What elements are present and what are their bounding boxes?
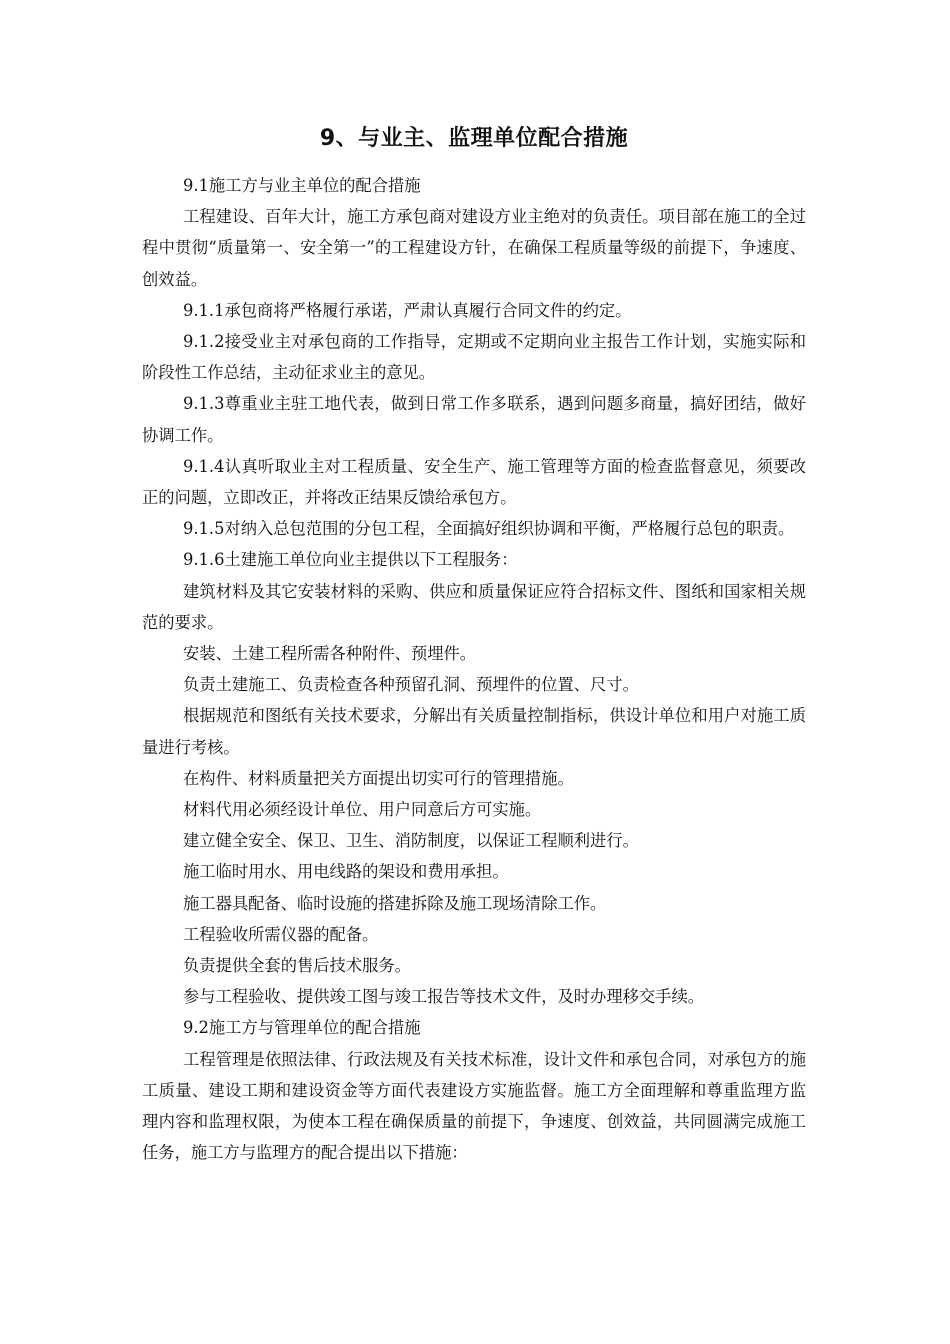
clause-9-1-2: 9.1.2接受业主对承包商的工作指导，定期或不定期向业主报告工作计划，实施实际和阶段性工作总结，主动征求业主的意见。 (142, 332, 806, 383)
service-item: 参与工程验收、提供竣工图与竣工报告等技术文件，及时办理移交手续。 (183, 987, 705, 1007)
clause-9-1-6: 9.1.6土建施工单位向业主提供以下工程服务： (183, 550, 518, 570)
clause-9-1-3: 9.1.3尊重业主驻工地代表，做到日常工作多联系，遇到问题多商量，搞好团结，做好协调工作。 (142, 394, 806, 445)
clause-9-1-1: 9.1.1承包商将严格履行承诺，严肃认真履行合同文件的约定。 (183, 300, 632, 320)
service-item: 负责提供全套的售后技术服务。 (183, 956, 411, 976)
document-page (142, 122, 806, 1169)
service-item: 施工临时用水、用电线路的架设和费用承担。 (183, 862, 509, 882)
service-item: 建筑材料及其它安装材料的采购、供应和质量保证应符合招标文件、图纸和国家相关规范的要求。 (142, 581, 806, 632)
intro-paragraph: 工程建设、百年大计，施工方承包商对建设方业主绝对的负责任。项目部在施工的全过程中贯彻“质量第一、安全第一”的工程建设方针，在确保工程质量等级的前提下，争速度、创效益。 (142, 207, 806, 289)
clause-9-1-5: 9.1.5对纳入总包范围的分包工程，全面搞好组织协调和平衡，严格履行总包的职责。 (183, 519, 795, 539)
service-item: 负责土建施工、负责检查各种预留孔洞、预埋件的位置、尺寸。 (183, 675, 639, 695)
service-item: 工程验收所需仪器的配备。 (183, 924, 379, 944)
section-heading-9-2: 9.2施工方与管理单位的配合措施 (183, 1018, 421, 1038)
service-item: 材料代用必须经设计单位、用户同意后方可实施。 (183, 800, 542, 820)
service-item: 根据规范和图纸有关技术要求，分解出有关质量控制指标，供设计单位和用户对施工质量进行考核。 (142, 706, 806, 757)
supervision-paragraph: 工程管理是依照法律、行政法规及有关技术标准，设计文件和承包合同，对承包方的施工质量、建设工期和建设资金等方面代表建设方实施监督。施工方全面理解和尊重监理方监理内容和监理权限，为使本工程在确保质量的前提下，争速度、创效益，共同圆满完成施工任务，施工方与监理方的配合提出以下措施： (142, 1049, 806, 1163)
clause-9-1-4: 9.1.4认真听取业主对工程质量、安全生产、施工管理等方面的检查监督意见，须要改正的问题，立即改正，并将改正结果反馈给承包方。 (142, 456, 806, 508)
section-heading-9-1: 9.1施工方与业主单位的配合措施 (183, 176, 421, 195)
service-item: 建立健全安全、保卫、卫生、消防制度，以保证工程顺利进行。 (183, 831, 639, 851)
service-item: 在构件、材料质量把关方面提出切实可行的管理措施。 (183, 768, 574, 788)
service-item: 安装、土建工程所需各种附件、预埋件。 (183, 644, 477, 664)
page-title: 9、与业主、监理单位配合措施 (319, 126, 629, 151)
service-item: 施工器具配备、临时设施的搭建拆除及施工现场清除工作。 (183, 893, 607, 913)
